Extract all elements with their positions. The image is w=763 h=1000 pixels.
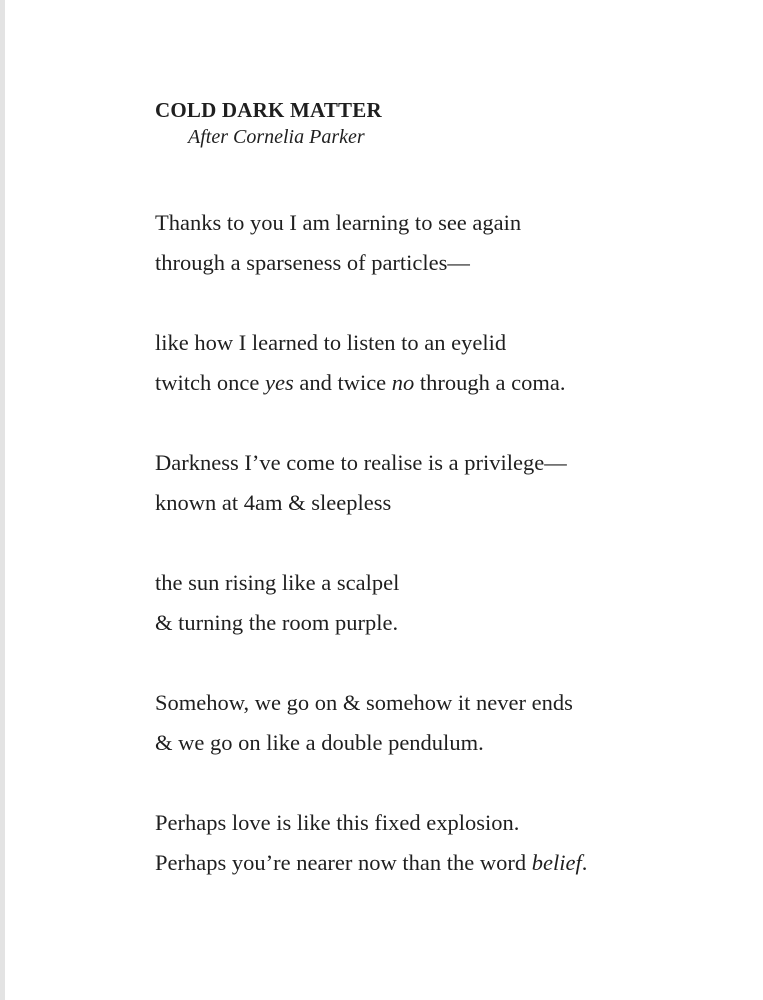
poem-line xyxy=(155,363,735,403)
poem-line: through a sparseness of particles— xyxy=(155,250,470,275)
emphasis-yes: yes xyxy=(264,370,294,395)
poem-line: known at 4am & sleepless xyxy=(155,490,392,515)
stanza xyxy=(155,563,735,643)
stanza xyxy=(155,803,735,883)
line-segment: . xyxy=(581,850,588,875)
poem-line: Somehow, we go on & somehow it never ends xyxy=(155,690,573,715)
poem-title: COLD DARK MATTER xyxy=(155,98,382,122)
emphasis-belief: belief xyxy=(531,850,582,875)
poem-line: & turning the room purple. xyxy=(155,610,399,635)
poem-line: Perhaps love is like this fixed explosion. xyxy=(155,810,520,835)
poem-line xyxy=(155,843,735,883)
poem-epigraph: After Cornelia Parker xyxy=(188,126,365,148)
emphasis-no: no xyxy=(391,370,415,395)
stanza xyxy=(155,203,735,283)
stanza xyxy=(155,683,735,763)
page xyxy=(5,0,763,1000)
poem-line: the sun rising like a scalpel xyxy=(155,570,400,595)
poem-line: Darkness I’ve come to realise is a privilege— xyxy=(155,450,567,475)
poem-body xyxy=(155,203,735,883)
stanza xyxy=(155,443,735,523)
poem-line: like how I learned to listen to an eyelid xyxy=(155,330,507,355)
line-segment: Perhaps you’re nearer now than the word xyxy=(155,850,532,875)
poem-line: Thanks to you I am learning to see again xyxy=(155,210,522,235)
poem xyxy=(155,96,735,923)
line-segment: twitch once xyxy=(155,370,265,395)
poem-line: & we go on like a double pendulum. xyxy=(155,730,484,755)
stanza xyxy=(155,323,735,403)
line-segment: through a coma. xyxy=(414,370,566,395)
line-segment: and twice xyxy=(293,370,392,395)
